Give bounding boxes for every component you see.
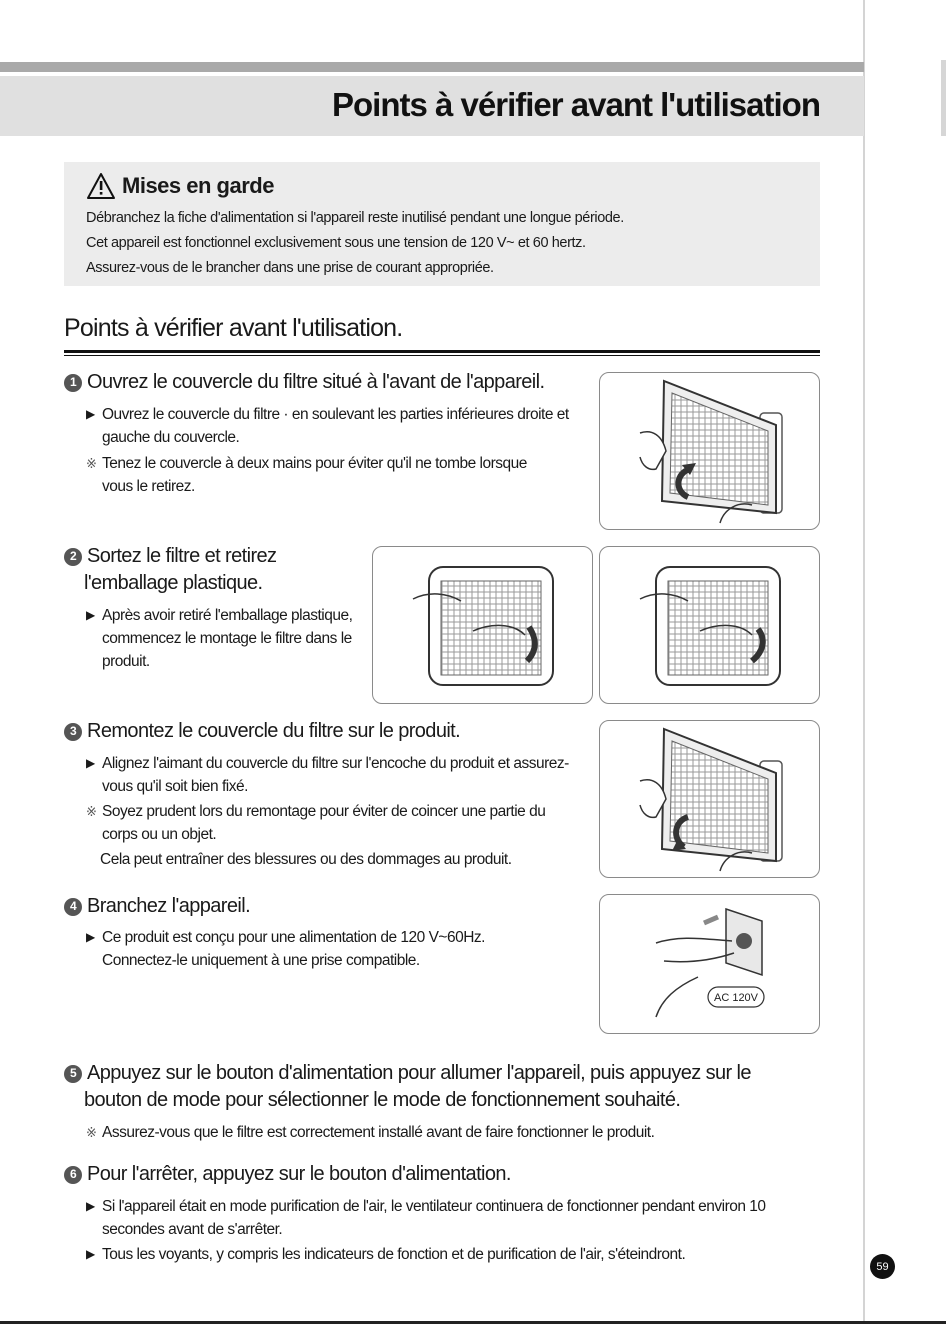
header-band	[0, 76, 864, 136]
step-number-badge: 3	[64, 723, 82, 741]
step-3-title	[64, 718, 594, 745]
step-1-bullet-1	[86, 403, 572, 449]
bullet-marker: ▶	[86, 1247, 95, 1261]
page-edge-rule	[863, 0, 865, 1324]
step-number-badge: 2	[64, 548, 82, 566]
warning-triangle-icon	[86, 172, 116, 200]
figure-replace-cover	[599, 720, 820, 878]
note-marker: ※	[86, 804, 97, 819]
header-rule	[0, 62, 864, 72]
figure-open-cover	[599, 372, 820, 530]
warning-line: Assurez-vous de le brancher dans une prise de courant appropriée.	[86, 260, 494, 276]
step-1-title	[64, 369, 594, 396]
figure-plug-in	[599, 894, 820, 1034]
section-rule	[64, 350, 820, 353]
step-3-extra: Cela peut entraîner des blessures ou des dommages au produit.	[100, 851, 512, 868]
step-number-badge: 5	[64, 1065, 82, 1083]
bullet-text: Ce produit est conçu pour une alimentation de 120 V~60Hz. Connectez-le uniquement à une prise compatible.	[102, 929, 485, 969]
step-3-bullet-1	[86, 752, 572, 798]
warning-header	[86, 172, 274, 200]
step-2-bullet-1	[86, 604, 357, 673]
plug-voltage-label: AC 120V	[713, 992, 759, 1004]
step-1-title-text: Ouvrez le couvercle du filtre situé à l'avant de l'appareil.	[87, 371, 545, 393]
bullet-text: Alignez l'aimant du couvercle du filtre sur l'encoche du produit et assurez-vous qu'il soit bien fixé.	[102, 755, 569, 795]
warning-line: Débranchez la fiche d'alimentation si l'appareil reste inutilisé pendant une longue période.	[86, 210, 624, 226]
warning-title: Mises en garde	[122, 173, 274, 198]
warning-line: Cet appareil est fonctionnel exclusivement sous une tension de 120 V~ et 60 hertz.	[86, 235, 586, 251]
note-text: Tenez le couvercle à deux mains pour éviter qu'il ne tombe lorsque vous le retirez.	[102, 455, 527, 495]
warning-text	[86, 206, 624, 281]
section-rule-thin	[64, 355, 820, 356]
bullet-text: Si l'appareil était en mode purification de l'air, le ventilateur continuera de fonctionner pendant environ 10 secondes avant de s'arrêter.	[102, 1198, 766, 1238]
bullet-marker: ▶	[86, 608, 95, 622]
edge-tab-mark	[941, 60, 946, 136]
note-marker: ※	[86, 456, 97, 471]
step-6-bullet-1	[86, 1195, 802, 1241]
bullet-marker: ▶	[86, 756, 95, 770]
bullet-text: Tous les voyants, y compris les indicateurs de fonction et de purification de l'air, s'éteindront.	[102, 1246, 686, 1263]
note-text: Assurez-vous que le filtre est correctement installé avant de faire fonctionner le produit.	[102, 1124, 655, 1141]
step-5-title	[64, 1060, 824, 1114]
note-text: Soyez prudent lors du remontage pour éviter de coincer une partie du corps ou un objet.	[102, 803, 546, 843]
warning-box	[64, 162, 820, 286]
step-3-note	[86, 800, 562, 846]
step-1-note	[86, 452, 542, 498]
step-2-title	[64, 543, 364, 597]
step-4-title	[64, 893, 464, 920]
step-6-title-text: Pour l'arrêter, appuyez sur le bouton d'alimentation.	[87, 1163, 511, 1185]
step-2-title-line-1: Sortez le filtre et retirez	[87, 545, 277, 567]
step-6-title	[64, 1161, 664, 1188]
step-5-title-line-1: Appuyez sur le bouton d'alimentation pour allumer l'appareil, puis appuyez sur le	[87, 1062, 751, 1084]
step-6-bullet-2	[86, 1243, 802, 1266]
bullet-text: Après avoir retiré l'emballage plastique, commencez le montage le filtre dans le produit.	[102, 607, 353, 670]
step-5-title-line-2: bouton de mode pour sélectionner le mode de fonctionnement souhaité.	[84, 1089, 681, 1111]
note-marker: ※	[86, 1125, 97, 1140]
figure-remove-filter	[372, 546, 593, 704]
step-number-badge: 1	[64, 374, 82, 392]
step-2-title-line-2: l'emballage plastique.	[84, 572, 263, 594]
page-title: Points à vérifier avant l'utilisation	[332, 86, 820, 123]
figure-mount-filter	[599, 546, 820, 704]
step-3-title-text: Remontez le couvercle du filtre sur le produit.	[87, 720, 461, 742]
page-number: 59	[870, 1254, 895, 1279]
bullet-marker: ▶	[86, 407, 95, 421]
step-5-note	[86, 1121, 802, 1144]
step-4-bullet-1	[86, 926, 542, 972]
bullet-text: Ouvrez le couvercle du filtre · en soulevant les parties inférieures droite et gauche du couvercle.	[102, 406, 569, 446]
step-number-badge: 6	[64, 1166, 82, 1184]
step-4-title-text: Branchez l'appareil.	[87, 895, 251, 917]
bullet-marker: ▶	[86, 1199, 95, 1213]
section-title: Points à vérifier avant l'utilisation.	[64, 314, 403, 342]
bullet-marker: ▶	[86, 930, 95, 944]
step-number-badge: 4	[64, 898, 82, 916]
